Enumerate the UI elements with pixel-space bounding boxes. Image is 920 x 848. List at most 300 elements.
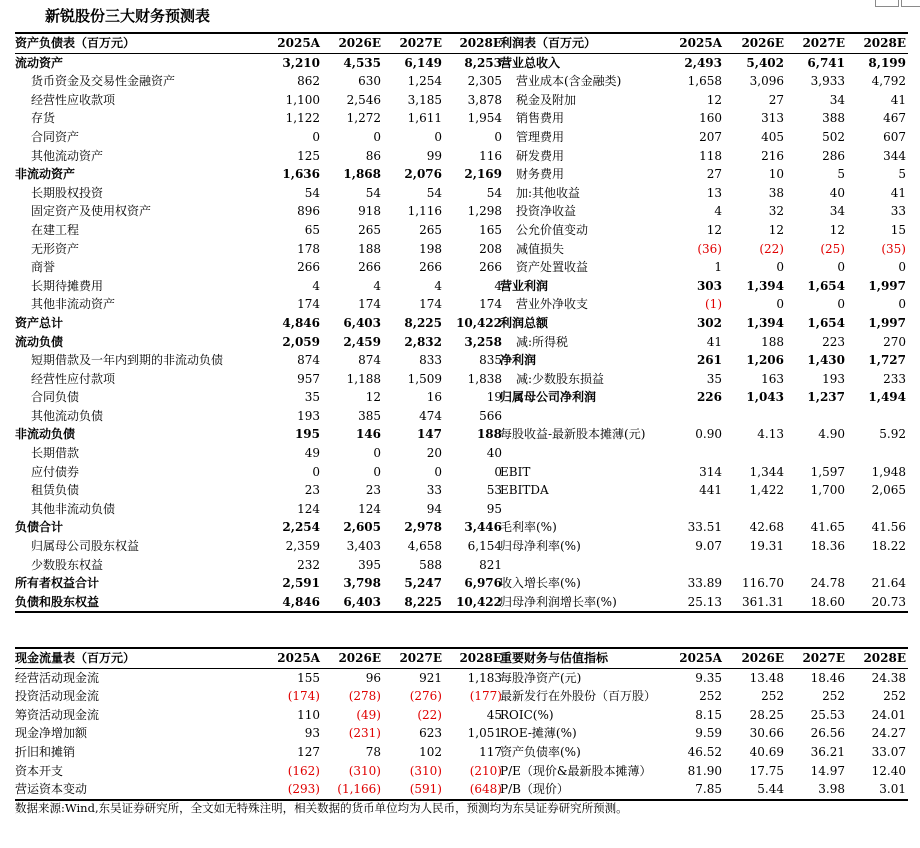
- value-cell: 0: [494, 129, 502, 144]
- value-cell: 208: [479, 241, 502, 256]
- value-cell: 81.90: [687, 763, 722, 778]
- value-cell: 5.44: [724, 780, 786, 800]
- row-label: 应付债券: [31, 464, 80, 479]
- value-cell: 265: [419, 222, 442, 237]
- value-cell: (35): [881, 241, 906, 256]
- row-label: 流动资产: [15, 55, 64, 70]
- value-cell: (1): [705, 297, 722, 312]
- value-cell: 34: [829, 92, 845, 107]
- table-row: [15, 593, 504, 613]
- table-row: [500, 351, 908, 370]
- value-cell: 41.65: [810, 520, 845, 535]
- row-label: 营业利润: [500, 278, 549, 293]
- value-cell: 4,846: [260, 593, 322, 613]
- value-cell: 65: [304, 222, 320, 237]
- row-label: 其他流动资产: [31, 148, 104, 163]
- table-row: [15, 556, 504, 575]
- value-cell: 630: [358, 74, 381, 89]
- table-row: [15, 574, 504, 593]
- value-cell: 116: [479, 148, 502, 163]
- value-cell: 23: [365, 483, 381, 498]
- value-cell: (1,166): [322, 780, 383, 800]
- row-label: 筹资活动现金流: [15, 707, 100, 722]
- table-row: [500, 53, 908, 72]
- value-cell: 4: [434, 278, 442, 293]
- value-cell: 385: [358, 408, 381, 423]
- value-cell: 5.92: [879, 427, 906, 442]
- value-cell: 6,149: [404, 55, 442, 70]
- table-row: [500, 221, 908, 240]
- value-cell: 33: [890, 204, 906, 219]
- row-label: 净利润: [500, 353, 537, 368]
- table-title: 重要财务与估值指标: [500, 648, 662, 668]
- value-cell: 0: [434, 129, 442, 144]
- table-row: [500, 370, 908, 389]
- value-cell: 53: [486, 483, 502, 498]
- value-cell: 46.52: [687, 744, 722, 759]
- row-label: 减:所得税: [516, 334, 569, 349]
- value-cell: 117: [479, 744, 502, 759]
- row-label: [500, 444, 662, 463]
- table-row: [15, 91, 504, 110]
- row-label: 合同资产: [31, 129, 80, 144]
- value-cell: 188: [476, 427, 502, 442]
- value-cell: 566: [479, 408, 502, 423]
- value-cell: 4,792: [871, 74, 906, 89]
- value-cell: 252: [822, 689, 845, 704]
- value-cell: 1,422: [749, 483, 784, 498]
- row-label: 归母净利润增长率(%): [500, 593, 662, 613]
- row-label: 资产负债率(%): [500, 744, 581, 759]
- value-cell: 30.66: [749, 726, 784, 741]
- value-cell: 0.90: [695, 427, 722, 442]
- table-row: [500, 425, 908, 444]
- value-cell: 2,605: [343, 520, 381, 535]
- value-cell: 0: [837, 297, 845, 312]
- value-cell: 32: [768, 204, 784, 219]
- value-cell: 1,727: [868, 353, 906, 368]
- value-cell: (648): [444, 780, 504, 800]
- row-label: 每股净资产(元): [500, 670, 582, 685]
- value-cell: (49): [356, 707, 381, 722]
- value-cell: 16: [426, 390, 442, 405]
- table-row: [15, 53, 504, 72]
- table-row: [500, 128, 908, 147]
- value-cell: 2,254: [282, 520, 320, 535]
- value-cell: 623: [419, 726, 442, 741]
- table-row: [15, 147, 504, 166]
- value-cell: 118: [699, 148, 722, 163]
- value-cell: 1: [714, 260, 722, 275]
- table-row: [15, 351, 504, 370]
- table-row: [500, 277, 908, 296]
- table-row: [15, 202, 504, 221]
- value-cell: 18.22: [871, 539, 906, 554]
- value-cell: 1,954: [467, 111, 502, 126]
- value-cell: 54: [426, 185, 442, 200]
- value-cell: 1,948: [871, 464, 906, 479]
- value-cell: 6,154: [467, 539, 502, 554]
- value-cell: 3,878: [467, 92, 502, 107]
- value-cell: 252: [699, 689, 722, 704]
- value-cell: 252: [761, 689, 784, 704]
- value-cell: 4.90: [818, 427, 845, 442]
- value-cell: 94: [426, 501, 442, 516]
- value-cell: 35: [706, 371, 722, 386]
- value-cell: 4: [373, 278, 381, 293]
- row-label: 长期待摊费用: [31, 278, 104, 293]
- row-label: 经营性应收款项: [31, 92, 116, 107]
- table-row: [500, 687, 908, 706]
- table-row: [15, 165, 504, 184]
- value-cell: 10,422: [456, 315, 502, 330]
- cashflow-panel: [15, 647, 504, 801]
- value-cell: 1,611: [407, 111, 442, 126]
- year-header: 2028E: [847, 648, 908, 668]
- value-cell: 3,210: [282, 55, 320, 70]
- row-label: 其他流动负债: [31, 408, 104, 423]
- row-label: 营业外净收支: [516, 297, 589, 312]
- year-header: 2025A: [662, 33, 724, 53]
- value-cell: 1,700: [810, 483, 845, 498]
- value-cell: 54: [486, 185, 502, 200]
- value-cell: 5: [837, 167, 845, 182]
- value-cell: 160: [699, 111, 722, 126]
- table-row: [500, 556, 908, 575]
- value-cell: 33.89: [687, 576, 722, 591]
- value-cell: 21.64: [871, 576, 906, 591]
- value-cell: 24.27: [871, 726, 906, 741]
- table-row: [500, 314, 908, 333]
- value-cell: 9.35: [695, 670, 722, 685]
- row-label: 现金净增加额: [15, 726, 88, 741]
- row-label: 经营性应付款项: [31, 371, 116, 386]
- value-cell: 918: [358, 204, 381, 219]
- row-label: P/E（现价&最新股本摊薄）: [500, 763, 652, 778]
- row-label: 销售费用: [516, 111, 565, 126]
- year-header: 2025A: [260, 648, 322, 668]
- value-cell: 1,254: [407, 74, 442, 89]
- row-label: 营业成本(含金融类): [516, 74, 622, 89]
- value-cell: [786, 500, 847, 519]
- value-cell: 110: [297, 707, 320, 722]
- table-row: [500, 240, 908, 259]
- value-cell: 17.75: [749, 763, 784, 778]
- value-cell: 86: [365, 148, 381, 163]
- value-cell: 6,403: [322, 593, 383, 613]
- corner-mark: [901, 0, 920, 7]
- row-label: 资产总计: [15, 315, 64, 330]
- table-row: [500, 72, 908, 91]
- table-row: [15, 314, 504, 333]
- table-row: [15, 109, 504, 128]
- value-cell: 9.59: [695, 726, 722, 741]
- table-row: [15, 333, 504, 352]
- value-cell: 1,051: [467, 726, 502, 741]
- value-cell: 102: [419, 744, 442, 759]
- value-cell: 0: [373, 129, 381, 144]
- year-header: 2027E: [383, 33, 444, 53]
- value-cell: (210): [469, 763, 502, 778]
- table-row: [15, 407, 504, 426]
- value-cell: 3,798: [343, 576, 381, 591]
- year-header: 2025A: [260, 33, 322, 53]
- value-cell: 99: [426, 148, 442, 163]
- value-cell: 24.38: [871, 670, 906, 685]
- row-label: 财务费用: [516, 167, 565, 182]
- value-cell: 361.31: [724, 593, 786, 613]
- value-cell: 12.40: [871, 763, 906, 778]
- value-cell: 19: [486, 390, 502, 405]
- value-cell: 0: [373, 446, 381, 461]
- value-cell: 0: [837, 260, 845, 275]
- table-row: [500, 109, 908, 128]
- value-cell: 921: [419, 670, 442, 685]
- page-title: 新锐股份三大财务预测表: [45, 7, 211, 25]
- value-cell: 95: [486, 501, 502, 516]
- row-label: 营运资本变动: [15, 780, 260, 800]
- value-cell: 4.13: [757, 427, 784, 442]
- income-statement-panel: [500, 32, 908, 613]
- value-cell: 344: [883, 148, 906, 163]
- row-label: [500, 500, 662, 519]
- value-cell: (22): [759, 241, 784, 256]
- table-row: [500, 668, 908, 687]
- row-label: EBIT: [500, 464, 531, 479]
- row-label: 流动负债: [15, 334, 64, 349]
- source-note: 数据来源:Wind,东吴证券研究所，全文如无特殊注明，相关数据的货币单位均为人民币，预测均为东吴证券研究所预测。: [15, 801, 628, 815]
- table-row: [500, 147, 908, 166]
- row-label: 其他非流动负债: [31, 501, 116, 516]
- value-cell: 833: [419, 353, 442, 368]
- value-cell: (278): [348, 689, 381, 704]
- row-label: 投资净收益: [516, 204, 577, 219]
- value-cell: 10: [768, 167, 784, 182]
- table-row: [500, 91, 908, 110]
- value-cell: [786, 556, 847, 575]
- value-cell: 12: [706, 92, 722, 107]
- table-row: [500, 762, 908, 781]
- value-cell: 0: [776, 297, 784, 312]
- income-statement-table: [500, 32, 908, 613]
- value-cell: (293): [260, 780, 322, 800]
- value-cell: 266: [419, 260, 442, 275]
- value-cell: 125: [297, 148, 320, 163]
- value-cell: 4,846: [282, 315, 320, 330]
- row-label: 经营活动现金流: [15, 670, 100, 685]
- table-row: [500, 481, 908, 500]
- row-label: 公允价值变动: [516, 222, 589, 237]
- value-cell: 12: [365, 390, 381, 405]
- row-label: 利润总额: [500, 315, 549, 330]
- value-cell: 1,183: [467, 670, 502, 685]
- value-cell: 0: [312, 129, 320, 144]
- value-cell: 4,658: [407, 539, 442, 554]
- value-cell: 1,997: [868, 278, 906, 293]
- value-cell: 41: [890, 185, 906, 200]
- year-header: 2026E: [724, 648, 786, 668]
- valuation-table: [500, 647, 908, 801]
- value-cell: 0: [373, 464, 381, 479]
- table-row: [500, 574, 908, 593]
- value-cell: 474: [419, 408, 442, 423]
- year-header: 2028E: [444, 33, 504, 53]
- table-row: [15, 500, 504, 519]
- value-cell: 10,422: [444, 593, 504, 613]
- value-cell: 2,591: [282, 576, 320, 591]
- value-cell: 12: [829, 222, 845, 237]
- table-row: [15, 518, 504, 537]
- year-header: 2026E: [322, 33, 383, 53]
- value-cell: 178: [297, 241, 320, 256]
- table-row: [500, 444, 908, 463]
- value-cell: 3,446: [464, 520, 502, 535]
- value-cell: 8,253: [464, 55, 502, 70]
- value-cell: 1,122: [285, 111, 320, 126]
- value-cell: 874: [297, 353, 320, 368]
- value-cell: (276): [409, 689, 442, 704]
- value-cell: 54: [304, 185, 320, 200]
- row-label: 研发费用: [516, 148, 565, 163]
- row-label: 归属母公司净利润: [500, 390, 597, 405]
- table-row: [500, 258, 908, 277]
- table-row: [15, 537, 504, 556]
- year-header: 2027E: [786, 648, 847, 668]
- value-cell: 1,430: [807, 353, 845, 368]
- value-cell: 27: [768, 92, 784, 107]
- value-cell: 33.07: [871, 744, 906, 759]
- table-row: [15, 780, 504, 800]
- value-cell: 2,359: [285, 539, 320, 554]
- value-cell: 12: [768, 222, 784, 237]
- value-cell: 3,258: [464, 334, 502, 349]
- value-cell: 20: [426, 446, 442, 461]
- value-cell: 38: [768, 185, 784, 200]
- row-label: 折旧和摊销: [15, 744, 76, 759]
- value-cell: 0: [776, 260, 784, 275]
- value-cell: 1,868: [343, 167, 381, 182]
- row-label: 在建工程: [31, 222, 80, 237]
- value-cell: 19.31: [749, 539, 784, 554]
- value-cell: (22): [417, 707, 442, 722]
- value-cell: 195: [294, 427, 320, 442]
- value-cell: 3.98: [786, 780, 847, 800]
- table-row: [500, 593, 908, 613]
- value-cell: 0: [898, 260, 906, 275]
- value-cell: 3,403: [346, 539, 381, 554]
- value-cell: 25.53: [810, 707, 845, 722]
- value-cell: 18.60: [786, 593, 847, 613]
- value-cell: 33.51: [687, 520, 722, 535]
- table-row: [15, 743, 504, 762]
- value-cell: 1,997: [868, 315, 906, 330]
- value-cell: 388: [822, 111, 845, 126]
- value-cell: 1,654: [807, 315, 845, 330]
- value-cell: 226: [696, 390, 722, 405]
- value-cell: 33: [426, 483, 442, 498]
- value-cell: 441: [699, 483, 722, 498]
- value-cell: 1,237: [807, 390, 845, 405]
- value-cell: 188: [761, 334, 784, 349]
- value-cell: 1,188: [346, 371, 381, 386]
- value-cell: 188: [358, 241, 381, 256]
- table-row: [15, 258, 504, 277]
- row-label: P/B（现价）: [500, 780, 662, 800]
- value-cell: 1,043: [746, 390, 784, 405]
- table-row: [500, 518, 908, 537]
- balance-sheet-panel: [15, 32, 504, 613]
- value-cell: 588: [419, 557, 442, 572]
- value-cell: 49: [304, 446, 320, 461]
- value-cell: 467: [883, 111, 906, 126]
- value-cell: 15: [890, 222, 906, 237]
- row-label: [500, 556, 662, 575]
- row-label: 归母净利率(%): [500, 539, 581, 554]
- table-row: [500, 333, 908, 352]
- row-label: 存货: [31, 111, 56, 126]
- value-cell: 405: [761, 129, 784, 144]
- value-cell: 5,247: [404, 576, 442, 591]
- table-row: [500, 724, 908, 743]
- value-cell: 502: [822, 129, 845, 144]
- value-cell: 314: [699, 464, 722, 479]
- table-row: [15, 762, 504, 781]
- row-label: 合同负债: [31, 390, 80, 405]
- value-cell: 2,493: [684, 55, 722, 70]
- value-cell: 14.97: [810, 763, 845, 778]
- cashflow-table: [15, 647, 504, 801]
- table-row: [500, 463, 908, 482]
- year-header: 2027E: [786, 33, 847, 53]
- value-cell: [724, 407, 786, 426]
- value-cell: 1,298: [467, 204, 502, 219]
- value-cell: 1,116: [407, 204, 442, 219]
- row-label: 减:少数股东损益: [516, 371, 605, 386]
- value-cell: 198: [419, 241, 442, 256]
- value-cell: 26.56: [810, 726, 845, 741]
- value-cell: 24.78: [810, 576, 845, 591]
- value-cell: 193: [297, 408, 320, 423]
- table-header-row: [15, 33, 504, 53]
- value-cell: [847, 444, 908, 463]
- value-cell: 96: [365, 670, 381, 685]
- row-label: 资本开支: [15, 763, 64, 778]
- table-header-row: [15, 648, 504, 668]
- value-cell: (591): [383, 780, 444, 800]
- value-cell: 1,636: [282, 167, 320, 182]
- table-row: [500, 743, 908, 762]
- value-cell: 313: [761, 111, 784, 126]
- value-cell: 7.85: [662, 780, 724, 800]
- table-row: [15, 425, 504, 444]
- value-cell: (174): [287, 689, 320, 704]
- value-cell: 18.46: [810, 670, 845, 685]
- table-row: [15, 668, 504, 687]
- valuation-panel: [500, 647, 908, 801]
- value-cell: 0: [494, 464, 502, 479]
- value-cell: 270: [883, 334, 906, 349]
- value-cell: 2,832: [404, 334, 442, 349]
- row-label: 长期借款: [31, 446, 80, 461]
- table-row: [500, 388, 908, 407]
- value-cell: 8.15: [695, 707, 722, 722]
- value-cell: (231): [348, 726, 381, 741]
- value-cell: 1,394: [746, 315, 784, 330]
- table-title: 现金流量表（百万元）: [15, 648, 260, 668]
- value-cell: 835: [479, 353, 502, 368]
- row-label: 非流动负债: [15, 427, 76, 442]
- value-cell: 8,225: [383, 593, 444, 613]
